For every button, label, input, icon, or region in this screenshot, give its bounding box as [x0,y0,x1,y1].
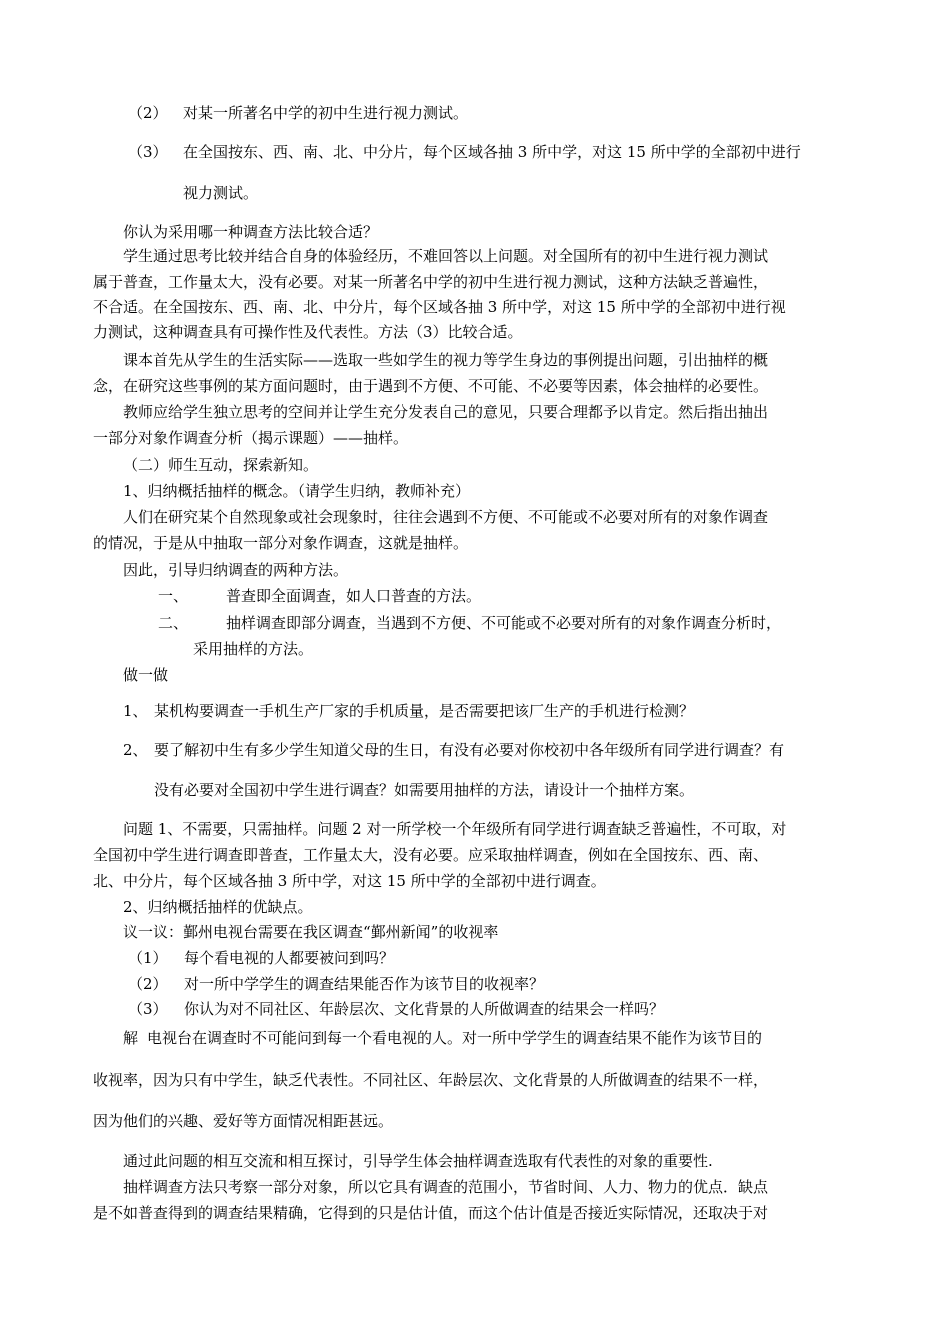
practice-text: 要了解初中生有多少学生知道父母的生日，有没有必要对你校初中各年级所有同学进行调查？有 [154,741,785,759]
teacher-line: 教师应给学生独立思考的空间并让学生充分发表自己的意见，只要合理都予以肯定。然后指出抽出 [123,403,769,421]
method-text: 普查即全面调查，如人口普查的方法。 [226,587,482,605]
teacher-line: 一部分对象作调查分析（揭示课题）——抽样。 [93,429,409,447]
practice-text: 某机构要调查一手机生产厂家的手机质量，是否需要把该厂生产的手机进行检测？ [154,702,695,720]
method-text: 抽样调查即部分调查，当遇到不方便、不可能或不必要对所有的对象作调查分析时， [226,614,782,632]
item-heading: 1、归纳概括抽样的概念。（请学生归纳，教师补充） [123,482,471,500]
method-2-continuation: 采用抽样的方法。 [193,640,314,658]
practice-item-1 [123,701,694,721]
therefore-text: 因此，引导归纳调查的两种方法。 [123,561,349,579]
discuss-item-1 [128,948,394,968]
pros-cons-line: 是不如普查得到的调查结果精确，它得到的只是估计值，而这个估计值是否接近实际情况，还取决于对 [93,1204,769,1222]
practice-answer-line: 全国初中学生进行调查即普查，工作量太大，没有必要。应采取抽样调查，例如在全国按东、西、南、 [93,846,769,864]
definition-line: 人们在研究某个自然现象或社会现象时，往往会遇到不方便、不可能或不必要对所有的对象作调查 [123,508,769,526]
practice-answer-line: 问题 1、不需要，只需抽样。问题 2 对一所学校一个年级所有同学进行调查缺乏普遍性，不可取，对 [123,820,787,838]
discuss-text: 对一所中学学生的调查结果能否作为该节目的收视率？ [184,975,545,993]
discuss-label: （1） [128,949,168,967]
method-label: 一、 [158,587,189,605]
practice-heading: 做一做 [123,666,169,684]
discuss-item-3 [128,999,664,1019]
definition-line: 的情况，于是从中抽取一部分对象作调查，这就是抽样。 [93,534,469,552]
solution-line [123,1028,762,1048]
practice-item-2 [123,740,784,760]
analysis-line: 不合适。在全国按东、西、南、北、中分片，每个区域各抽 3 所中学，对这 15 所中学的全部初中进行视 [93,298,786,316]
solution-label: 解 [123,1029,139,1047]
analysis-line: 属于普查，工作量太大，没有必要。对某一所著名中学的初中生进行视力测试，这种方法缺乏普遍性， [93,273,769,291]
option-label: （2） [128,104,168,122]
intro-line: 课本首先从学生的生活实际——选取一些如学生的视力等学生身边的事例提出问题，引出抽样的概 [123,351,769,369]
practice-label: 1、 [123,702,148,720]
analysis-line: 力测试，这种调查具有可操作性及代表性。方法（3）比较合适。 [93,323,523,341]
discuss-item-2 [128,974,544,994]
option-2 [128,103,468,123]
pros-cons-line: 抽样调查方法只考察一部分对象，所以它具有调查的范围小，节省时间、人力、物力的优点．缺点 [123,1178,769,1196]
solution-text: 电视台在调查时不可能问到每一个看电视的人。对一所中学学生的调查结果不能作为该节目的 [147,1029,763,1047]
analysis-line: 学生通过思考比较并结合自身的体验经历，不难回答以上问题。对全国所有的初中生进行视力测试 [123,247,769,265]
discuss-text: 你认为对不同社区、年龄层次、文化背景的人所做调查的结果会一样吗？ [184,1000,665,1018]
practice-item-2-continuation: 没有必要对全国初中学生进行调查？如需要用抽样的方法，请设计一个抽样方案。 [154,781,695,799]
section-heading: （二）师生互动，探索新知。 [123,456,319,474]
discuss-label: （2） [128,975,168,993]
option-label: （3） [128,143,168,161]
method-label: 二、 [158,614,189,632]
discuss-label: （3） [128,1000,168,1018]
discuss-intro: 议一议：鄞州电视台需要在我区调查“鄞州新闻”的收视率 [123,923,499,941]
option-text: 在全国按东、西、南、北、中分片，每个区域各抽 3 所中学，对这 15 所中学的全部初中进行 [183,143,801,161]
solution-line: 收视率，因为只有中学生，缺乏代表性。不同社区、年龄层次、文化背景的人所做调查的结果不一样， [93,1071,769,1089]
option-text: 对某一所著名中学的初中生进行视力测试。 [183,104,469,122]
intro-line: 念，在研究这些事例的某方面问题时，由于遇到不方便、不可能、不必要等因素，体会抽样的必要性。 [93,377,769,395]
summary-text: 通过此问题的相互交流和相互探讨，引导学生体会抽样调查选取有代表性的对象的重要性. [123,1152,713,1170]
solution-line: 因为他们的兴趣、爱好等方面情况相距甚远。 [93,1112,394,1130]
option-3 [128,142,801,162]
practice-answer-line: 北、中分片，每个区域各抽 3 所中学，对这 15 所中学的全部初中进行调查。 [93,872,606,890]
method-2 [158,613,781,633]
discuss-text: 每个看电视的人都要被问到吗？ [184,949,395,967]
method-1 [158,586,481,606]
item-heading: 2、归纳概括抽样的优缺点。 [123,898,313,916]
practice-label: 2、 [123,741,148,759]
option-3-continuation: 视力测试。 [183,184,259,202]
question-text: 你认为采用哪一种调查方法比较合适？ [123,223,379,241]
